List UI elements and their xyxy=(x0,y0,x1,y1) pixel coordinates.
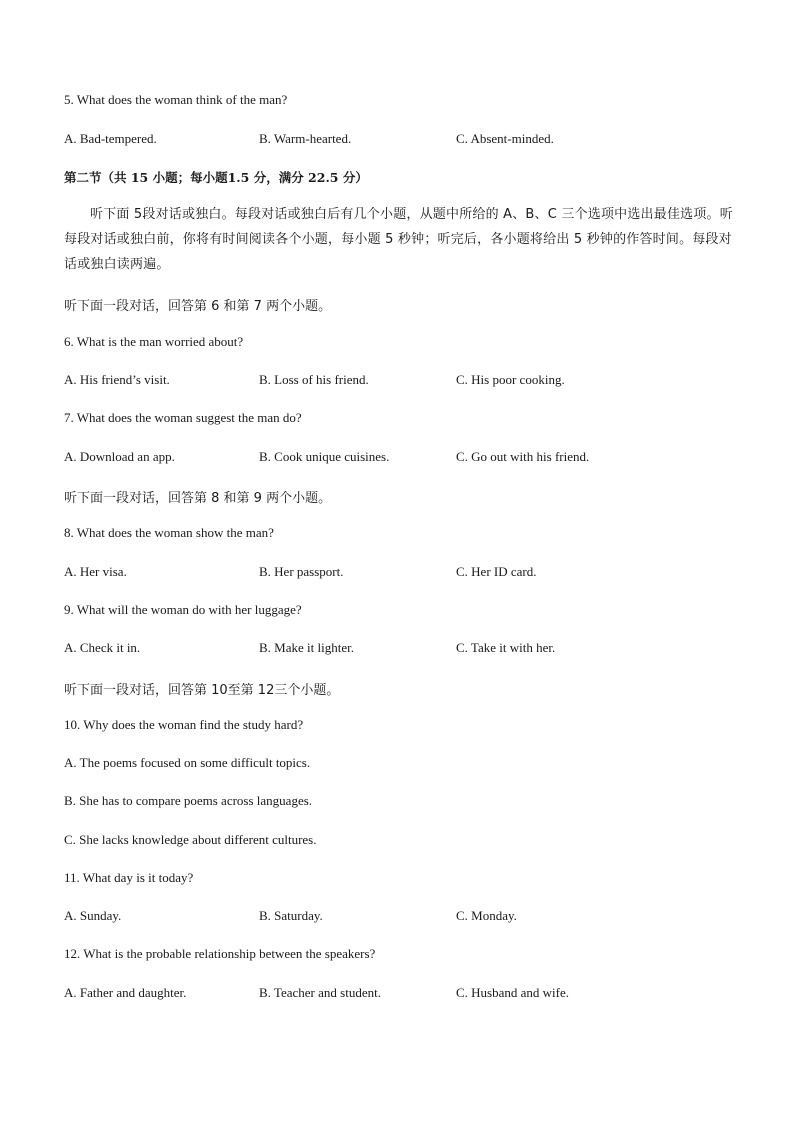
q7-option-b: B. Cook unique cuisines. xyxy=(259,449,390,464)
q11-option-a: A. Sunday. xyxy=(64,908,122,923)
section-2-instructions: 听下面 5段对话或独白。每段对话或独白后有几个小题，从题中所给的 A、B、C 三个选项中选出最佳选项。听每段对话或独白前，你将有时间阅读各个小题，每小题 5 秒钟；听完后，各小题将给出 5 秒钟的作答时间。每段对话或独白读两遍。 xyxy=(64,207,733,272)
q10-option-b: B. She has to compare poems across languages. xyxy=(64,793,313,808)
section-2-title: 第二节（共 15 小题；每小题1.5 分，满分 22.5 分） xyxy=(64,170,368,185)
dialogue-intro-2: 听下面一段对话，回答第 8 和第 9 两个小题。 xyxy=(64,491,332,506)
q8-option-a: A. Her visa. xyxy=(64,564,127,579)
q10-option-c: C. She lacks knowledge about different cultures. xyxy=(64,832,317,847)
question-5: 5. What does the woman think of the man? xyxy=(64,92,288,107)
q12-option-c: C. Husband and wife. xyxy=(456,985,570,1000)
dialogue-intro-3: 听下面一段对话，回答第 10至第 12三个小题。 xyxy=(64,683,340,698)
question-6: 6. What is the man worried about? xyxy=(64,334,244,349)
q9-option-c: C. Take it with her. xyxy=(456,640,556,655)
q11-option-b: B. Saturday. xyxy=(259,908,323,923)
q7-option-a: A. Download an app. xyxy=(64,449,175,464)
q5-option-a: A. Bad-tempered. xyxy=(64,131,157,146)
q12-option-b: B. Teacher and student. xyxy=(259,985,381,1000)
dialogue-intro-1: 听下面一段对话，回答第 6 和第 7 两个小题。 xyxy=(64,299,332,314)
question-7: 7. What does the woman suggest the man do? xyxy=(64,410,302,425)
question-8: 8. What does the woman show the man? xyxy=(64,525,274,540)
q12-option-a: A. Father and daughter. xyxy=(64,985,187,1000)
q11-option-c: C. Monday. xyxy=(456,908,517,923)
q5-option-c: C. Absent-minded. xyxy=(456,131,554,146)
q8-option-b: B. Her passport. xyxy=(259,564,344,579)
question-9: 9. What will the woman do with her luggage? xyxy=(64,602,302,617)
q5-option-b: B. Warm-hearted. xyxy=(259,131,352,146)
q10-option-a: A. The poems focused on some difficult topics. xyxy=(64,755,311,770)
question-11: 11. What day is it today? xyxy=(64,870,194,885)
question-12: 12. What is the probable relationship between the speakers? xyxy=(64,946,376,961)
q9-option-a: A. Check it in. xyxy=(64,640,141,655)
q6-option-b: B. Loss of his friend. xyxy=(259,372,369,387)
q8-option-c: C. Her ID card. xyxy=(456,564,537,579)
q6-option-a: A. His friend’s visit. xyxy=(64,372,170,387)
q7-option-c: C. Go out with his friend. xyxy=(456,449,590,464)
q6-option-c: C. His poor cooking. xyxy=(456,372,565,387)
q9-option-b: B. Make it lighter. xyxy=(259,640,354,655)
question-10: 10. Why does the woman find the study hard? xyxy=(64,717,304,732)
